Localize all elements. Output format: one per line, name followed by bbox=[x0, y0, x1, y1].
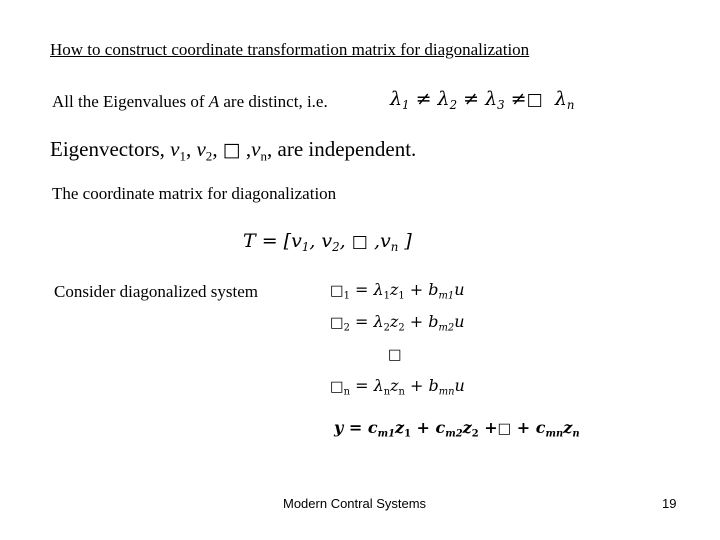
eigenvalue-inequality: $\lambda_1 \ne \lambda_2 \ne \lambda_3$ ≠□ $\lambda_n$ bbox=[390, 88, 575, 113]
missing-glyph-box: □ bbox=[526, 90, 543, 110]
slide-title: How to construct coordinate transformation matrix for diagonalization bbox=[50, 40, 530, 59]
page-number: 19 bbox=[662, 496, 677, 511]
state-equation-2: $□_2 = \lambda_2z_2 + b_{m2}u$ bbox=[330, 312, 465, 334]
eigenvalue-statement bbox=[52, 92, 328, 112]
coordinate-matrix-heading: The coordinate matrix for diagonalization bbox=[52, 184, 337, 203]
diagonalized-system-label: Consider diagonalized system bbox=[54, 282, 258, 301]
state-equation-n: $□_n = \lambda_nz_n + b_{mn}u$ bbox=[330, 376, 465, 398]
matrix-variable: A bbox=[208, 92, 220, 111]
vertical-ellipsis-box: □ bbox=[388, 347, 402, 363]
statement-text: All the Eigenvalues of bbox=[52, 92, 209, 111]
footer-course-name: Modern Contral Systems bbox=[283, 496, 427, 511]
eigenvector-statement: Eigenvectors, $v_1$, $v_2$, □ $,v_n$, are independent. bbox=[50, 137, 417, 164]
statement-rest: are distinct, i.e. bbox=[219, 92, 328, 111]
missing-glyph-box: □ bbox=[351, 232, 368, 252]
transformation-matrix: $T = [v_1$, $v_2$, □ $,v_n$ ] bbox=[243, 230, 412, 255]
output-equation: $y = c_{m1}z_1 + c_{m2}z_2$ +□ + $c_{mn}z_n$ bbox=[334, 418, 580, 440]
missing-glyph-box: □ bbox=[222, 139, 241, 161]
state-equation-1: $□_1 = \lambda_1z_1 + b_{m1}u$ bbox=[330, 280, 465, 302]
